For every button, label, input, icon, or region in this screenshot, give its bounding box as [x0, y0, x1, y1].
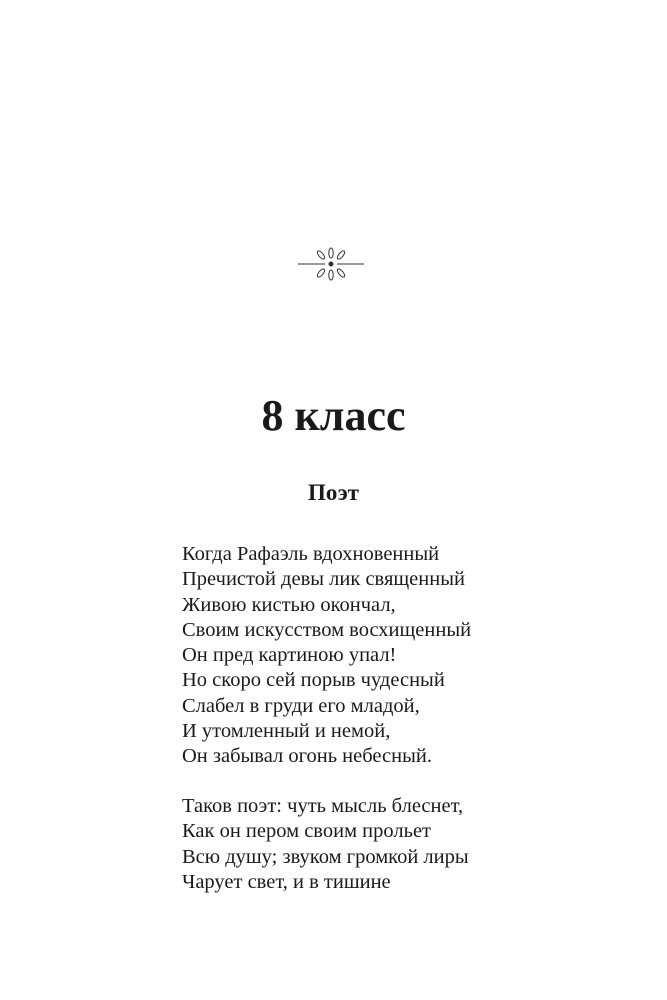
- poem-line: Чарует свет, и в тишине: [182, 870, 391, 893]
- poem-line: Пречистой девы лик священный: [182, 568, 465, 591]
- poem-title: Поэт: [308, 480, 359, 505]
- poem-stanza-2: [182, 794, 469, 895]
- poem-line: Всю душу; звуком громкой лиры: [182, 845, 469, 868]
- poem-line: Своим искусством восхищенный: [182, 618, 472, 641]
- poem-line: Слабел в груди его младой,: [182, 694, 420, 717]
- floral-ornament-icon: [296, 244, 366, 284]
- poem-line: Живою кистью окончал,: [182, 593, 396, 616]
- poem-line: Он пред картиною упал!: [182, 644, 397, 667]
- poem-line: Он забывал огонь небесный.: [182, 745, 432, 768]
- chapter-title: 8 класс: [261, 391, 406, 440]
- poem-line: Но скоро сей порыв чудесный: [182, 669, 445, 692]
- poem-stanza-1: [182, 542, 471, 770]
- poem-line: Как он пером своим прольет: [182, 820, 432, 843]
- poem-line: Таков поэт: чуть мысль блеснет,: [182, 795, 464, 817]
- poem-line: Когда Рафаэль вдохновенный: [182, 543, 440, 565]
- poem-line: И утомленный и немой,: [182, 720, 391, 743]
